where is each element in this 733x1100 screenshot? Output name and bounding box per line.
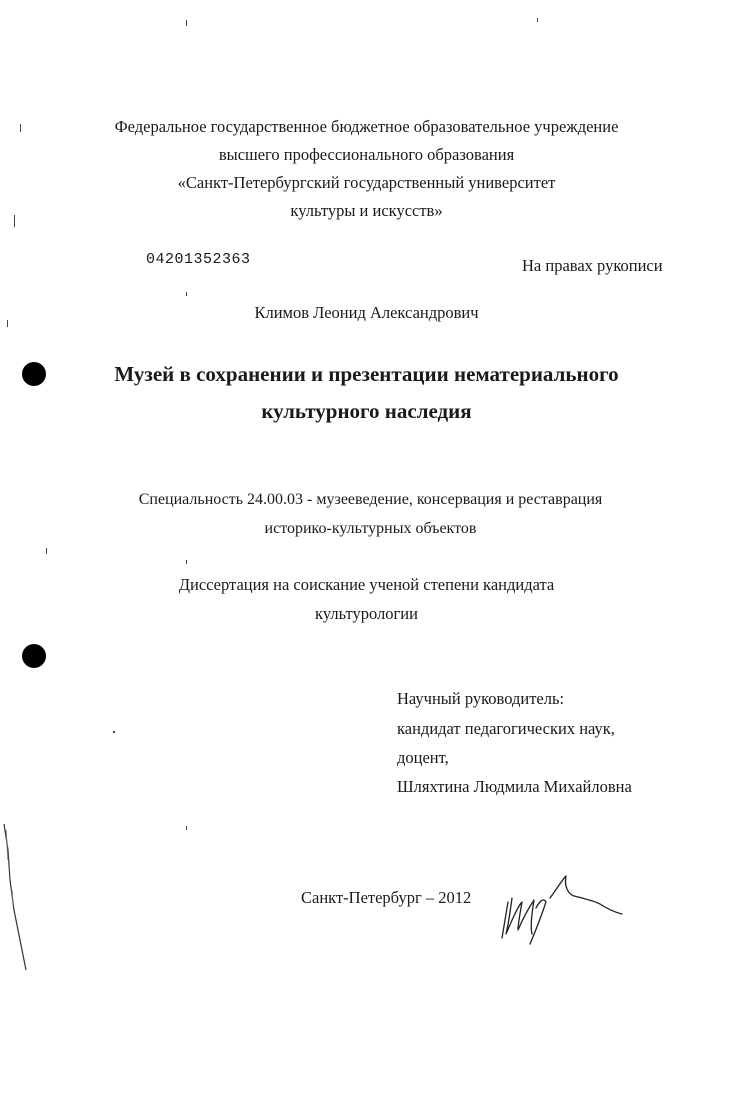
- degree-line-1: Диссертация на соискание ученой степени кандидата: [178, 575, 555, 594]
- rights-notice: На правах рукописи: [522, 256, 663, 275]
- institution-line-1: Федеральное государственное бюджетное образовательное учреждение: [114, 117, 619, 136]
- scan-speck: [186, 292, 187, 296]
- author-name: Климов Леонид Александрович: [254, 303, 479, 322]
- specialty-line-1: Специальность 24.00.03 - музееведение, консервация и реставрация: [138, 491, 603, 508]
- place-year: Санкт-Петербург – 2012: [301, 888, 472, 907]
- scan-speck: [186, 20, 187, 26]
- supervisor-rank: доцент,: [397, 748, 449, 767]
- supervisor-role: Научный руководитель:: [397, 689, 565, 708]
- specialty-line-2: историко-культурных объектов: [264, 520, 477, 537]
- binder-hole-bottom: [22, 644, 46, 668]
- catalog-code: 04201352363: [146, 251, 251, 268]
- institution-line-3: «Санкт-Петербургский государственный университет: [177, 173, 556, 192]
- supervisor-name: Шляхтина Людмила Михайловна: [397, 777, 632, 796]
- scan-speck: [113, 731, 115, 733]
- scan-speck: [186, 826, 187, 830]
- dissertation-title-line-2: культурного наследия: [261, 399, 472, 423]
- dissertation-title-line-1: Музей в сохранении и презентации нематериального: [114, 362, 619, 386]
- degree-line-2: культурологии: [315, 604, 418, 623]
- signature-image: [496, 868, 636, 948]
- scan-edge-marks: [0, 820, 40, 980]
- scan-speck: [186, 560, 187, 564]
- supervisor-degree: кандидат педагогических наук,: [397, 719, 615, 738]
- scan-speck: [46, 548, 47, 554]
- institution-line-4: культуры и искусств»: [290, 201, 443, 220]
- institution-line-2: высшего профессионального образования: [218, 145, 515, 164]
- scan-speck: [537, 18, 538, 22]
